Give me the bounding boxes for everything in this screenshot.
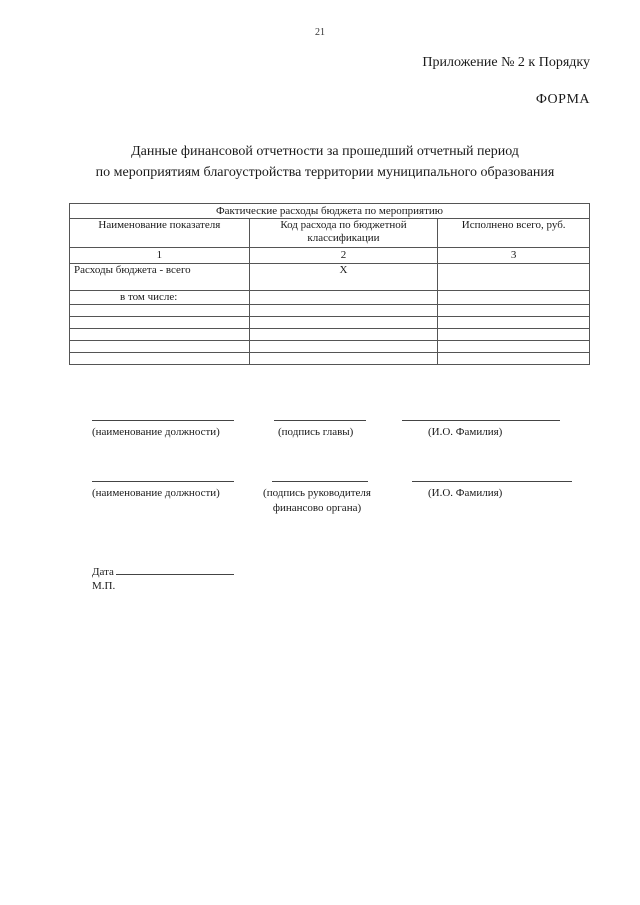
total-row-code: Х (249, 264, 438, 291)
column-number: 2 (249, 248, 438, 264)
date-line (116, 563, 234, 575)
table-cell (70, 317, 250, 329)
table-cell (70, 353, 250, 365)
column-header-executed: Исполнено всего, руб. (438, 219, 590, 248)
finance-signature-caption-line1: (подпись руководителя (263, 487, 371, 499)
total-row-value (438, 264, 590, 291)
signature-line-position (92, 420, 234, 421)
table-cell (249, 291, 438, 305)
including-label: в том числе: (70, 291, 250, 305)
table-span-header: Фактические расходы бюджета по мероприятию (70, 204, 590, 219)
signature-line-position (92, 481, 234, 482)
table-cell (438, 317, 590, 329)
column-header-indicator: Наименование показателя (70, 219, 250, 248)
signature-line-head (274, 420, 366, 421)
date-label: Дата (92, 566, 114, 578)
position-caption: (наименование должности) (92, 487, 220, 499)
position-caption: (наименование должности) (92, 426, 220, 438)
date-field (92, 563, 234, 580)
table-cell (438, 341, 590, 353)
table-cell (70, 305, 250, 317)
appendix-label: Приложение № 2 к Порядку (422, 55, 590, 70)
table-cell (70, 341, 250, 353)
table-cell (249, 329, 438, 341)
table-cell (70, 329, 250, 341)
head-signature-caption: (подпись главы) (278, 426, 354, 438)
signature-line-name (402, 420, 560, 421)
table-cell (249, 317, 438, 329)
form-label: ФОРМА (535, 92, 590, 107)
column-number: 1 (70, 248, 250, 264)
table-cell (249, 353, 438, 365)
table-cell (438, 305, 590, 317)
table-cell (438, 329, 590, 341)
column-number: 3 (438, 248, 590, 264)
name-caption: (И.О. Фамилия) (428, 487, 503, 499)
total-row-label: Расходы бюджета - всего (70, 264, 250, 291)
table-cell (249, 305, 438, 317)
column-header-code: Код расхода по бюджетной классификации (249, 219, 438, 248)
signature-line-finance-head (272, 481, 368, 482)
stamp-label: М.П. (92, 580, 116, 592)
signature-line-name (412, 481, 572, 482)
document-title-line-1: Данные финансовой отчетности за прошедший отчетный период (131, 144, 519, 159)
page-number: 21 (315, 27, 325, 38)
table-cell (438, 291, 590, 305)
table-cell (249, 341, 438, 353)
table-cell (438, 353, 590, 365)
expenses-table (69, 203, 590, 365)
finance-signature-caption-line2: финансово органа) (272, 502, 362, 514)
name-caption: (И.О. Фамилия) (428, 426, 503, 438)
document-title-line-2: по мероприятиям благоустройства территории муниципального образования (95, 165, 555, 180)
finance-signature-caption (255, 486, 379, 516)
